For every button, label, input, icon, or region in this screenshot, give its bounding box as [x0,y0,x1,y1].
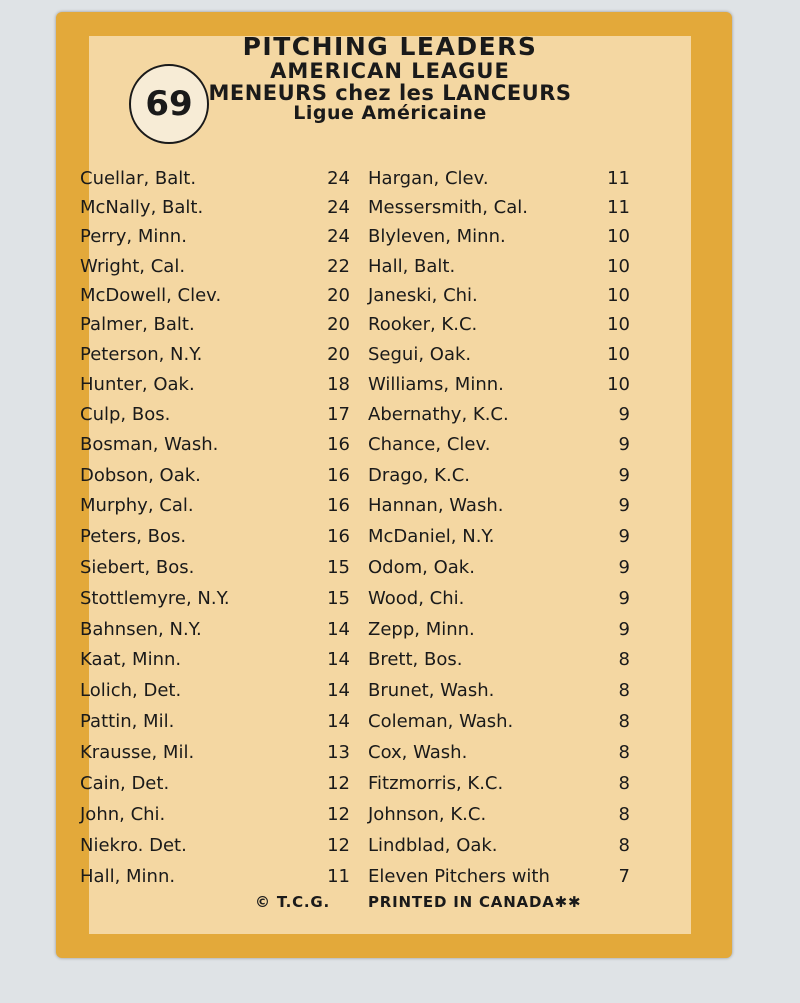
left-pitcher-name: Hunter, Oak. [80,374,195,395]
title-french-league: Ligue Américaine [293,102,487,125]
right-pitcher-name: Hall, Balt. [368,256,456,277]
left-pitcher-name: Pattin, Mil. [80,711,175,732]
printed-in-canada: PRINTED IN CANADA✱✱ [368,893,582,911]
left-pitcher-wins: 16 [327,526,350,547]
right-pitcher-wins: 9 [618,526,630,547]
title-pitching-leaders: PITCHING LEADERS [242,32,538,61]
copyright-notice: © T.C.G. [255,893,330,911]
left-pitcher-name: John, Chi. [80,804,166,825]
left-pitcher-wins: 12 [327,835,350,856]
left-pitcher-name: Peters, Bos. [80,526,187,547]
left-pitcher-name: Peterson, N.Y. [80,344,203,365]
right-pitcher-name: Wood, Chi. [368,588,465,609]
left-pitcher-wins: 14 [327,711,350,732]
right-pitcher-wins: 8 [618,742,630,763]
leader-row [80,434,635,464]
right-pitcher-wins: 9 [618,588,630,609]
right-pitcher-wins: 10 [607,256,630,277]
left-pitcher-name: McDowell, Clev. [80,285,222,306]
card-header [150,34,630,124]
right-pitcher-name: Brunet, Wash. [368,680,495,701]
right-pitcher-wins: 9 [618,465,630,486]
right-pitcher-wins: 11 [607,168,630,189]
leader-row [80,285,635,315]
right-pitcher-name: Williams, Minn. [368,374,504,395]
right-pitcher-name: Chance, Clev. [368,434,491,455]
leader-row [80,680,635,710]
left-pitcher-name: Kaat, Minn. [80,649,182,670]
left-pitcher-name: Perry, Minn. [80,226,187,247]
right-pitcher-wins: 9 [618,434,630,455]
title-american-league: AMERICAN LEAGUE [270,59,510,84]
leader-row [80,495,635,525]
leader-row [80,619,635,649]
right-pitcher-wins: 10 [607,226,630,247]
left-pitcher-wins: 17 [327,404,350,425]
leader-row [80,866,635,896]
leader-row [80,226,635,256]
leader-row [80,649,635,679]
leader-row [80,344,635,374]
left-pitcher-wins: 11 [327,866,350,887]
left-pitcher-wins: 14 [327,649,350,670]
leader-row [80,588,635,618]
left-pitcher-name: Bahnsen, N.Y. [80,619,202,640]
leader-row [80,835,635,865]
left-pitcher-wins: 14 [327,619,350,640]
right-pitcher-wins: 8 [618,773,630,794]
left-pitcher-wins: 18 [327,374,350,395]
left-pitcher-wins: 16 [327,465,350,486]
left-pitcher-wins: 24 [327,197,350,218]
leader-row [80,526,635,556]
right-pitcher-wins: 8 [618,835,630,856]
left-pitcher-name: Hall, Minn. [80,866,176,887]
right-pitcher-name: McDaniel, N.Y. [368,526,495,547]
right-pitcher-wins: 10 [607,314,630,335]
left-pitcher-wins: 15 [327,588,350,609]
right-pitcher-name: Segui, Oak. [368,344,472,365]
leader-row [80,168,635,198]
right-pitcher-name: Drago, K.C. [368,465,470,486]
left-pitcher-name: Wright, Cal. [80,256,186,277]
left-pitcher-name: Dobson, Oak. [80,465,201,486]
left-pitcher-wins: 12 [327,773,350,794]
left-pitcher-wins: 24 [327,226,350,247]
leader-row [80,314,635,344]
right-pitcher-name: Blyleven, Minn. [368,226,506,247]
right-pitcher-name: Coleman, Wash. [368,711,514,732]
right-pitcher-name: Brett, Bos. [368,649,463,670]
leader-row [80,404,635,434]
left-pitcher-wins: 14 [327,680,350,701]
right-pitcher-name: Cox, Wash. [368,742,468,763]
right-pitcher-name: Abernathy, K.C. [368,404,509,425]
left-pitcher-name: Cain, Det. [80,773,170,794]
right-pitcher-name: Zepp, Minn. [368,619,475,640]
right-pitcher-wins: 9 [618,557,630,578]
leader-row [80,557,635,587]
leader-row [80,773,635,803]
leader-row [80,742,635,772]
left-pitcher-name: Murphy, Cal. [80,495,194,516]
right-pitcher-name: Eleven Pitchers with [368,866,550,887]
right-pitcher-wins: 9 [618,495,630,516]
right-pitcher-name: Hannan, Wash. [368,495,504,516]
left-pitcher-name: Bosman, Wash. [80,434,219,455]
right-pitcher-wins: 10 [607,285,630,306]
right-pitcher-name: Janeski, Chi. [368,285,478,306]
left-pitcher-name: Palmer, Balt. [80,314,195,335]
right-pitcher-name: Lindblad, Oak. [368,835,498,856]
left-pitcher-name: Krausse, Mil. [80,742,195,763]
left-pitcher-name: Niekro. Det. [80,835,187,856]
right-pitcher-name: Johnson, K.C. [368,804,487,825]
right-pitcher-wins: 8 [618,711,630,732]
right-pitcher-name: Hargan, Clev. [368,168,489,189]
left-pitcher-wins: 16 [327,495,350,516]
left-pitcher-wins: 12 [327,804,350,825]
right-pitcher-name: Odom, Oak. [368,557,475,578]
left-pitcher-wins: 16 [327,434,350,455]
left-pitcher-wins: 15 [327,557,350,578]
right-pitcher-wins: 8 [618,680,630,701]
card-number: 69 [145,84,193,124]
right-pitcher-wins: 10 [607,374,630,395]
right-pitcher-name: Rooker, K.C. [368,314,478,335]
left-pitcher-wins: 22 [327,256,350,277]
right-pitcher-name: Messersmith, Cal. [368,197,528,218]
left-pitcher-wins: 13 [327,742,350,763]
right-pitcher-wins: 7 [618,866,630,887]
leader-row [80,804,635,834]
leader-row [80,256,635,286]
leader-row [80,197,635,227]
right-pitcher-wins: 9 [618,619,630,640]
right-pitcher-wins: 9 [618,404,630,425]
right-pitcher-wins: 10 [607,344,630,365]
leader-row [80,465,635,495]
left-pitcher-name: Lolich, Det. [80,680,182,701]
left-pitcher-wins: 20 [327,285,350,306]
leader-row [80,374,635,404]
left-pitcher-name: Cuellar, Balt. [80,168,197,189]
title-french: MENEURS chez les LANCEURS [208,81,572,106]
left-pitcher-name: Siebert, Bos. [80,557,195,578]
right-pitcher-wins: 8 [618,804,630,825]
left-pitcher-wins: 20 [327,344,350,365]
right-pitcher-name: Fitzmorris, K.C. [368,773,504,794]
left-pitcher-wins: 20 [327,314,350,335]
left-pitcher-name: McNally, Balt. [80,197,204,218]
right-pitcher-wins: 11 [607,197,630,218]
left-pitcher-name: Stottlemyre, N.Y. [80,588,230,609]
left-pitcher-wins: 24 [327,168,350,189]
left-pitcher-name: Culp, Bos. [80,404,171,425]
leader-row [80,711,635,741]
right-pitcher-wins: 8 [618,649,630,670]
